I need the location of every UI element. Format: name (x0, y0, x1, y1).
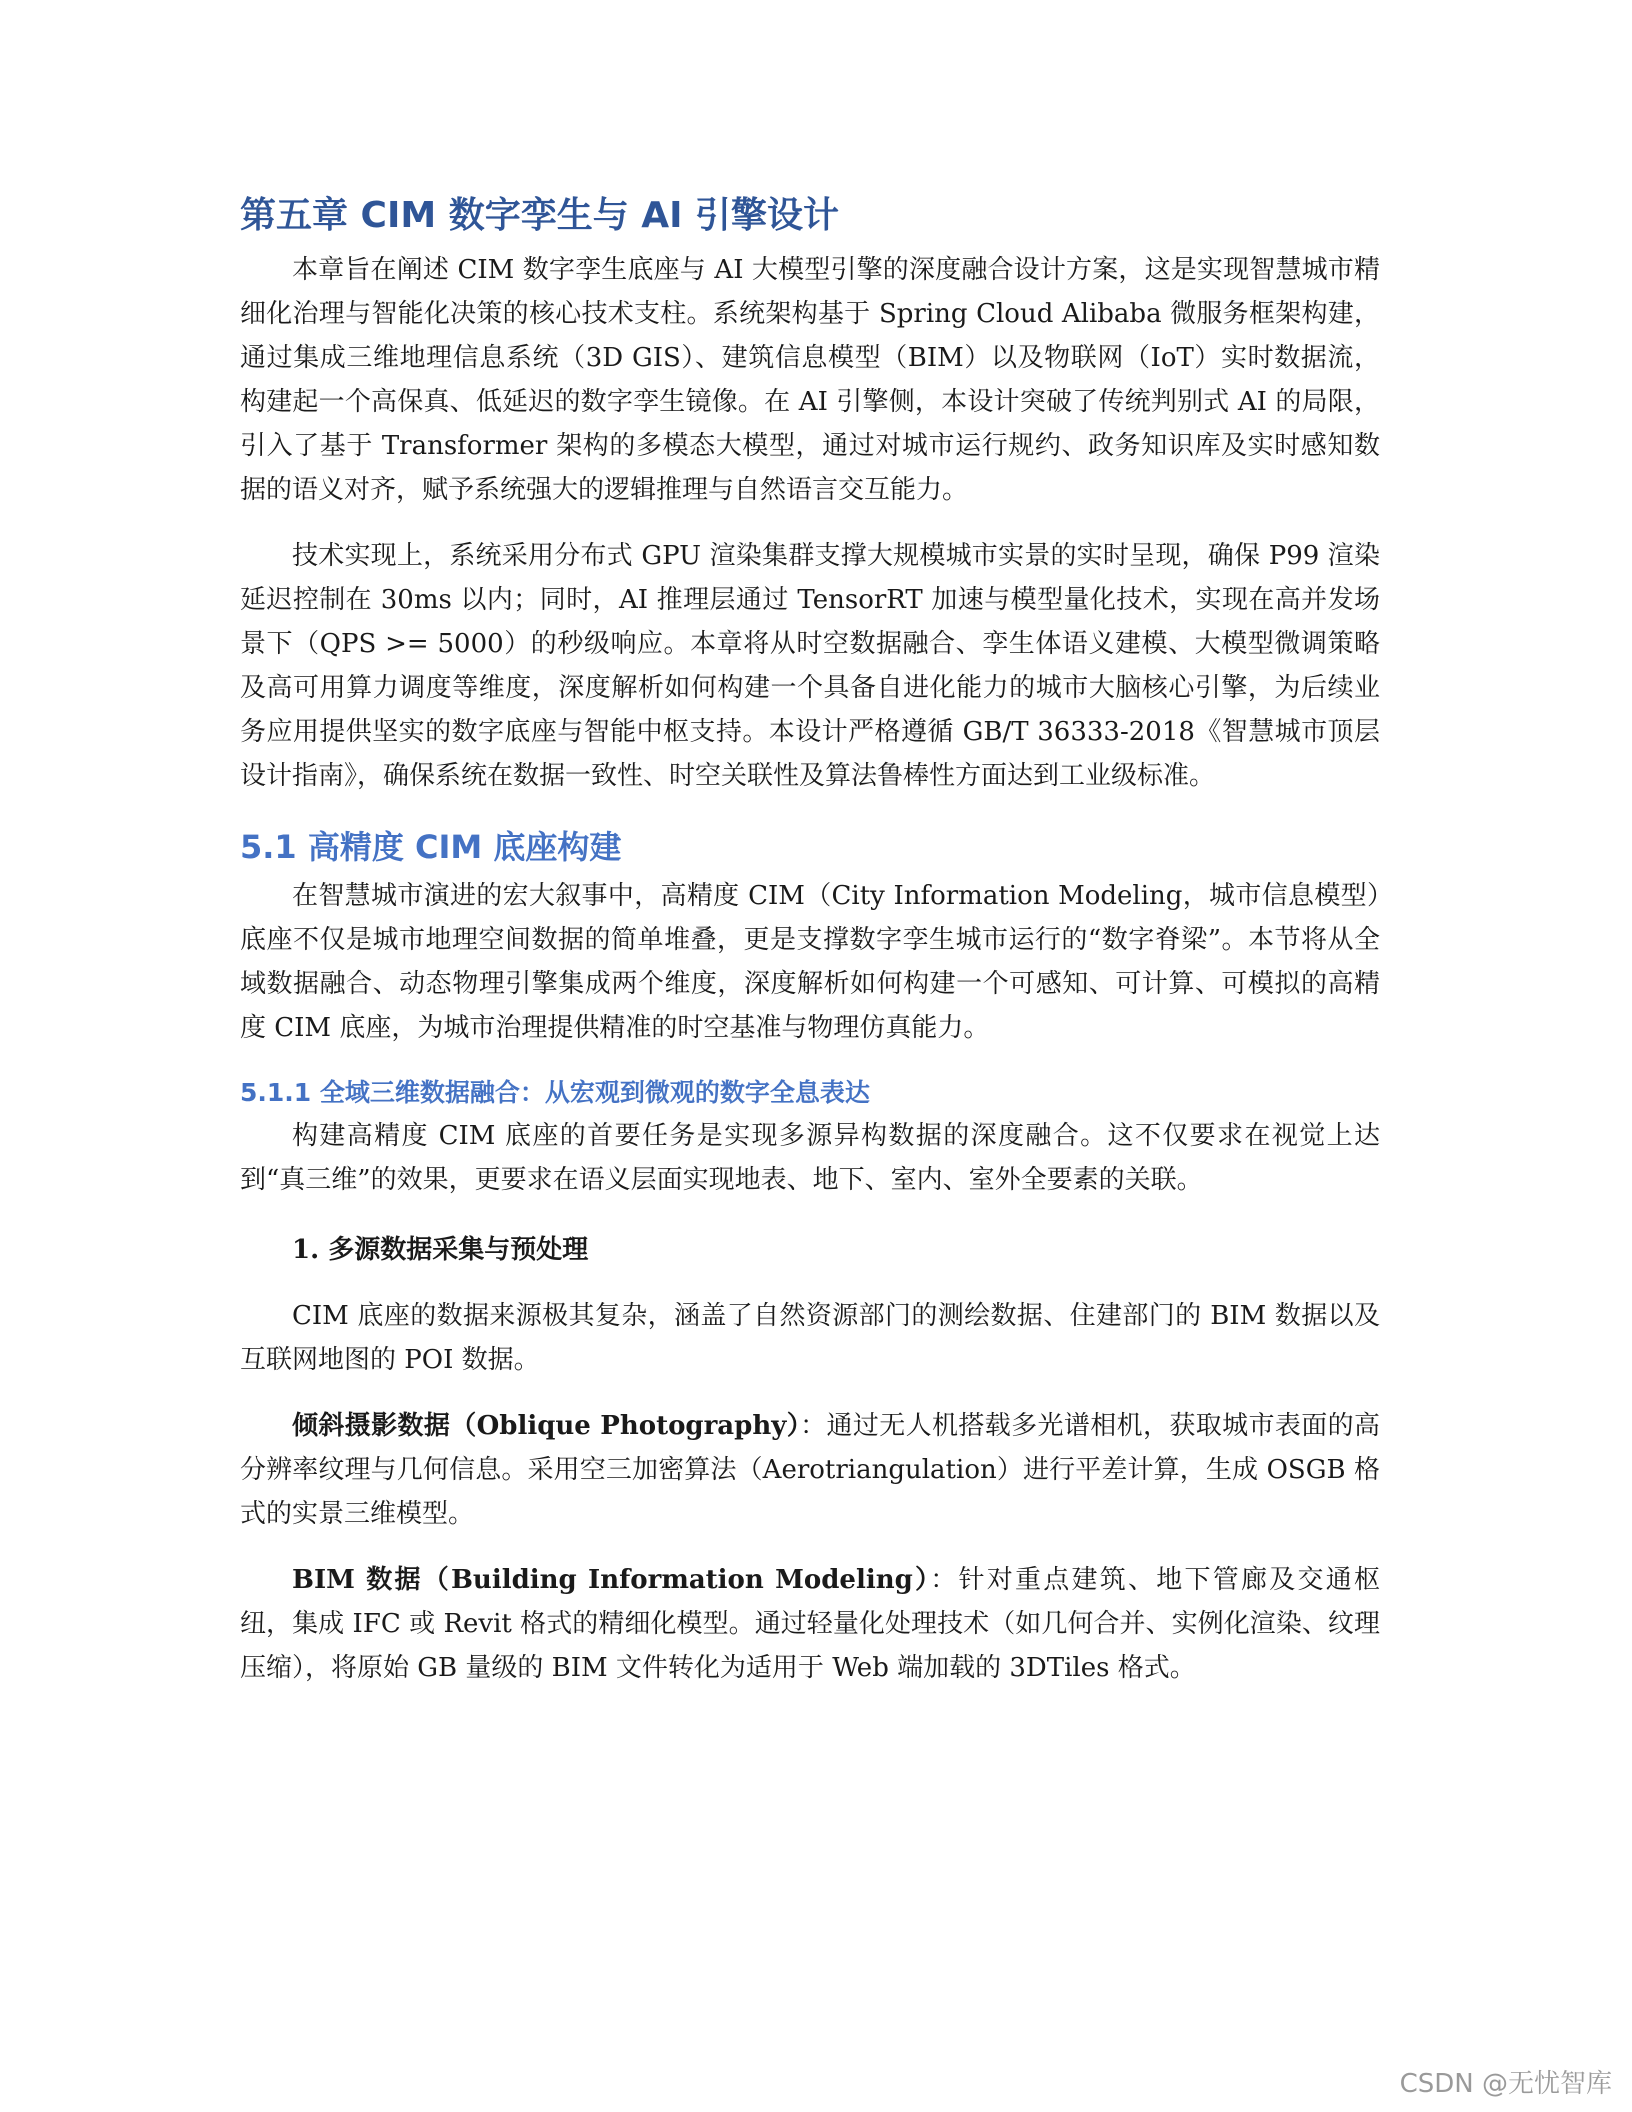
section-paragraph: 在智慧城市演进的宏大叙事中，高精度 CIM（City Information Modeling，城市信息模型）底座不仅是城市地理空间数据的简单堆叠，更是支撑数字孪生城市运行的“数字脊梁”。本节将从全域数据融合、动态物理引擎集成两个维度，深度解析如何构建一个可感知、可计算、可模拟的高精度 CIM 底座，为城市治理提供精准的时空基准与物理仿真能力。 (240, 881, 1380, 1043)
watermark: CSDN @无忧智库 (1399, 2069, 1612, 2099)
list-intro: CIM 底座的数据来源极其复杂，涵盖了自然资源部门的测绘数据、住建部门的 BIM 数据以及互联网地图的 POI 数据。 (240, 1301, 1380, 1375)
list-item-text: ：通过无人机搭载多光谱相机，获取城市表面的高分辨率纹理与几何信息。采用空三加密算法（Aerotriangulation）进行平差计算，生成 OSGB 格式的实景三维模型。 (240, 1411, 1380, 1529)
section-title: 5.1 高精度 CIM 底座构建 (240, 828, 622, 866)
list-item-bim (240, 1558, 1380, 1690)
document-page (240, 190, 1380, 1690)
chapter-paragraph-1: 本章旨在阐述 CIM 数字孪生底座与 AI 大模型引擎的深度融合设计方案，这是实现智慧城市精细化治理与智能化决策的核心技术支柱。系统架构基于 Spring Cloud Alibaba 微服务框架构建，通过集成三维地理信息系统（3D GIS）、建筑信息模型（BIM）以及物联网（IoT）实时数据流，构建起一个高保真、低延迟的数字孪生镜像。在 AI 引擎侧，本设计突破了传统判别式 AI 的局限，引入了基于 Transformer 架构的多模态大模型，通过对城市运行规约、政务知识库及实时感知数据的语义对齐，赋予系统强大的逻辑推理与自然语言交互能力。 (240, 255, 1380, 505)
chapter-paragraph-2: 技术实现上，系统采用分布式 GPU 渲染集群支撑大规模城市实景的实时呈现，确保 P99 渲染延迟控制在 30ms 以内；同时，AI 推理层通过 TensorRT 加速与模型量化技术，实现在高并发场景下（QPS >= 5000）的秒级响应。本章将从时空数据融合、孪生体语义建模、大模型微调策略及高可用算力调度等维度，深度解析如何构建一个具备自进化能力的城市大脑核心引擎，为后续业务应用提供坚实的数字底座与智能中枢支持。本设计严格遵循 GB/T 36333-2018《智慧城市顶层设计指南》，确保系统在数据一致性、时空关联性及算法鲁棒性方面达到工业级标准。 (240, 541, 1380, 791)
list-heading: 1. 多源数据采集与预处理 (292, 1235, 589, 1265)
list-item-text: ：针对重点建筑、地下管廊及交通枢纽，集成 IFC 或 Revit 格式的精细化模型。通过轻量化处理技术（如几何合并、实例化渲染、纹理压缩），将原始 GB 量级的 BIM 文件转化为适用于 Web 端加载的 3DTiles 格式。 (240, 1565, 1380, 1683)
list-item-oblique (240, 1404, 1380, 1536)
subsection-paragraph: 构建高精度 CIM 底座的首要任务是实现多源异构数据的深度融合。这不仅要求在视觉上达到“真三维”的效果，更要求在语义层面实现地表、地下、室内、室外全要素的关联。 (240, 1121, 1380, 1195)
chapter-title: 第五章 CIM 数字孪生与 AI 引擎设计 (240, 195, 840, 236)
list-item-lead: 倾斜摄影数据（Oblique Photography） (292, 1411, 801, 1441)
subsection-title: 5.1.1 全域三维数据融合：从宏观到微观的数字全息表达 (240, 1078, 870, 1107)
list-item-lead: BIM 数据（Building Information Modeling） (292, 1565, 931, 1595)
